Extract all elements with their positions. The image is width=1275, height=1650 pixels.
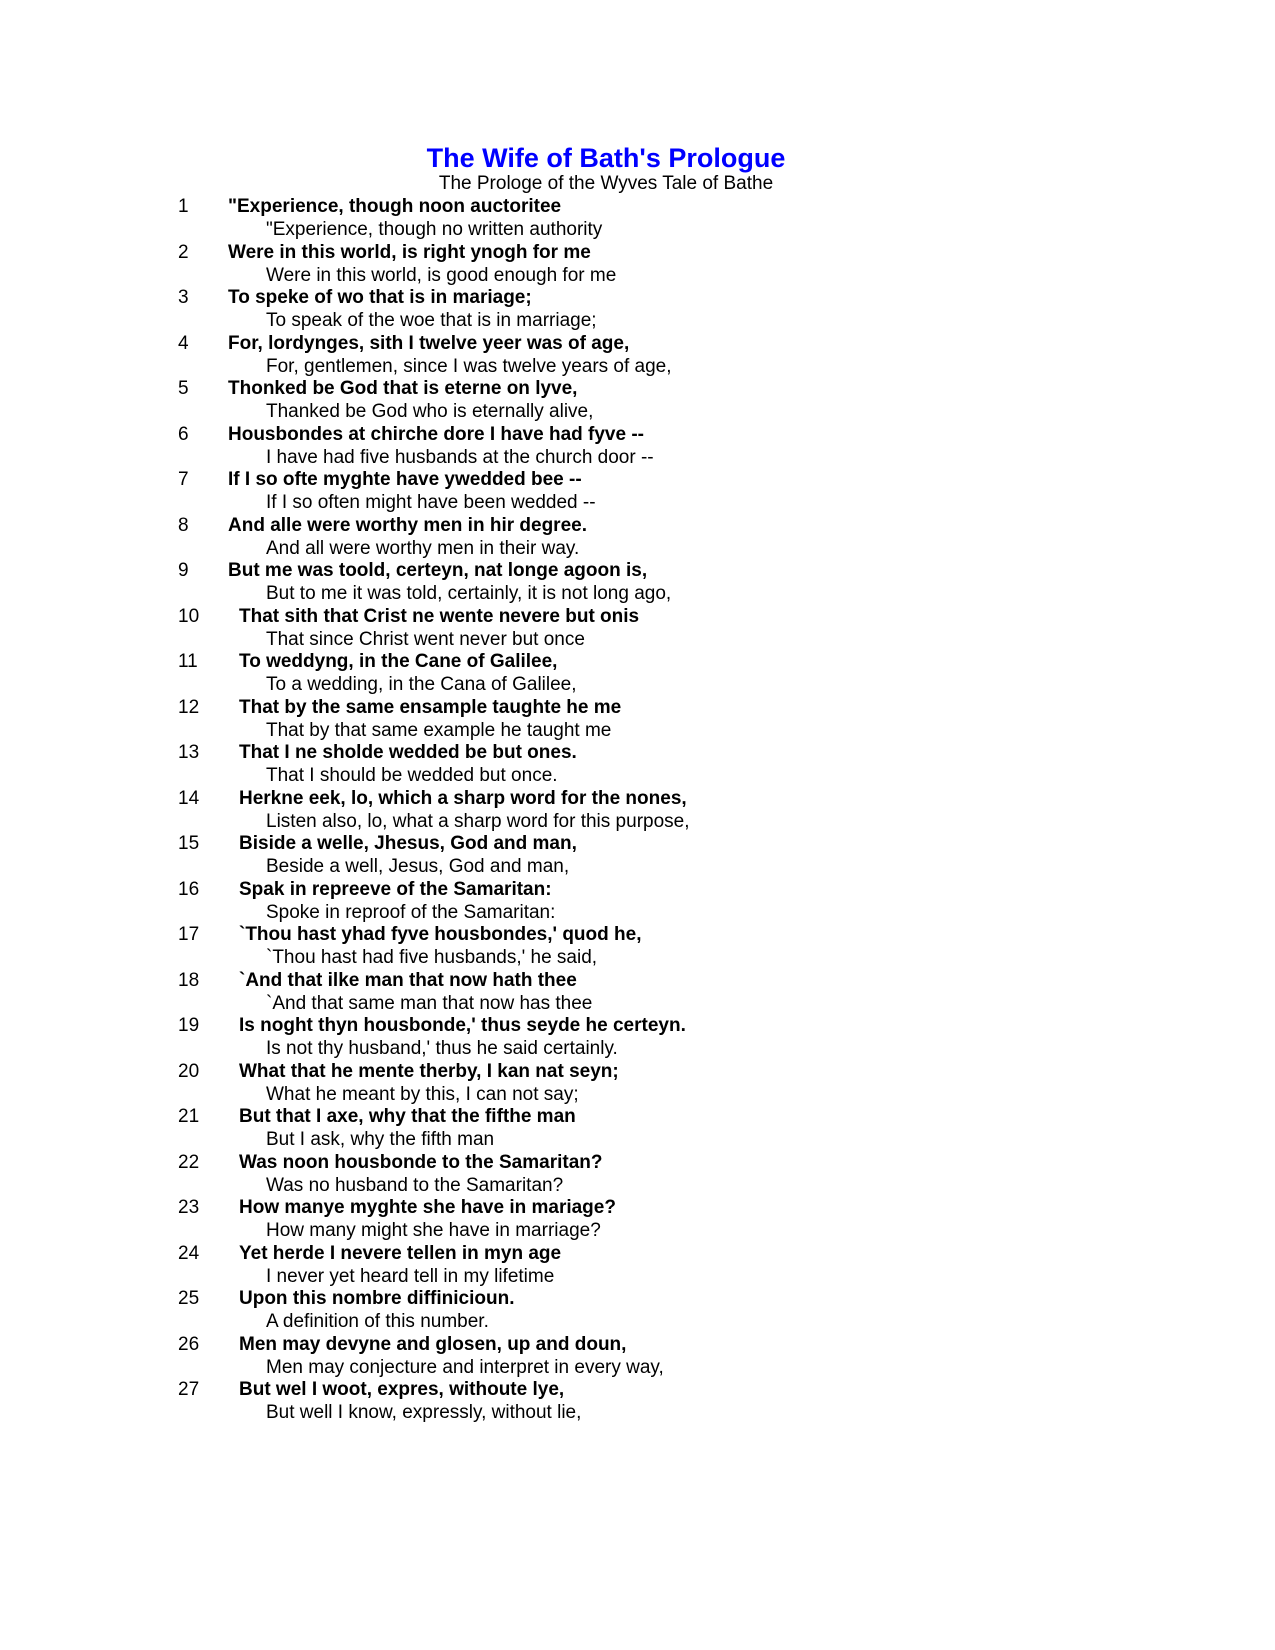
line-number: 3 xyxy=(178,287,189,308)
modern-translation-text: I never yet heard tell in my lifetime xyxy=(266,1265,555,1287)
middle-english-text: Were in this world, is right ynogh for me xyxy=(228,241,591,263)
middle-english-text: Thonked be God that is eterne on lyve, xyxy=(228,378,578,399)
verse-line xyxy=(0,696,1275,742)
verse-line xyxy=(0,195,1275,241)
verse-line xyxy=(0,377,1275,423)
verse-line xyxy=(0,1287,1275,1333)
verse-line xyxy=(0,514,1275,560)
middle-english-text: For, lordynges, sith I twelve yeer was of age, xyxy=(228,332,630,354)
middle-english-text: How manye myghte she have in mariage? xyxy=(239,1197,616,1218)
line-number: 24 xyxy=(178,1242,200,1264)
modern-translation-text: And all were worthy men in their way. xyxy=(266,537,580,559)
modern-translation-text: What he meant by this, I can not say; xyxy=(266,1083,579,1105)
line-number: 17 xyxy=(178,924,200,945)
middle-english-text: That I ne sholde wedded be but ones. xyxy=(239,742,577,763)
line-number: 7 xyxy=(178,469,189,490)
document-title: The Wife of Bath's Prologue xyxy=(426,143,786,173)
middle-english-text: Yet herde I nevere tellen in myn age xyxy=(239,1242,562,1264)
line-number: 25 xyxy=(178,1288,200,1309)
line-number: 9 xyxy=(178,560,189,581)
line-number: 18 xyxy=(178,969,200,991)
verse-line xyxy=(0,923,1275,969)
verse-line xyxy=(0,787,1275,833)
verse-line xyxy=(0,423,1275,469)
line-number: 14 xyxy=(178,787,200,809)
line-number: 12 xyxy=(178,696,200,718)
modern-translation-text: Men may conjecture and interpret in every way, xyxy=(266,1356,664,1378)
verse-line xyxy=(0,832,1275,878)
middle-english-text: But me was toold, certeyn, nat longe agoon is, xyxy=(228,560,648,581)
modern-translation-text: How many might she have in marriage? xyxy=(266,1220,601,1241)
modern-translation-text: `Thou hast had five husbands,' he said, xyxy=(266,947,598,968)
line-number: 13 xyxy=(178,742,200,763)
modern-translation-text: That since Christ went never but once xyxy=(266,628,585,650)
middle-english-text: To speke of wo that is in mariage; xyxy=(228,287,532,308)
verse-line xyxy=(0,1060,1275,1106)
verse-line xyxy=(0,1242,1275,1288)
modern-translation-text: Thanked be God who is eternally alive, xyxy=(266,401,594,422)
middle-english-text: "Experience, though noon auctoritee xyxy=(228,196,562,217)
verse-lines xyxy=(0,195,1275,1424)
modern-translation-text: I have had five husbands at the church door -- xyxy=(266,446,654,468)
middle-english-text: Men may devyne and glosen, up and doun, xyxy=(239,1333,627,1355)
modern-translation-text: For, gentlemen, since I was twelve years of age, xyxy=(266,355,672,377)
verse-line xyxy=(0,332,1275,378)
middle-english-text: Upon this nombre diffinicioun. xyxy=(239,1288,515,1309)
middle-english-text: Is noght thyn housbonde,' thus seyde he certeyn. xyxy=(239,1015,686,1036)
document-subtitle: The Prologe of the Wyves Tale of Bathe xyxy=(438,173,774,194)
middle-english-text: And alle were worthy men in hir degree. xyxy=(228,514,587,536)
modern-translation-text: To speak of the woe that is in marriage; xyxy=(266,310,597,331)
middle-english-text: That by the same ensample taughte he me xyxy=(239,696,622,718)
modern-translation-text: But to me it was told, certainly, it is not long ago, xyxy=(266,583,672,604)
verse-line xyxy=(0,241,1275,287)
middle-english-text: What that he mente therby, I kan nat seyn; xyxy=(239,1060,619,1082)
modern-translation-text: `And that same man that now has thee xyxy=(266,992,593,1014)
verse-line xyxy=(0,1151,1275,1197)
modern-translation-text: That by that same example he taught me xyxy=(266,719,612,741)
line-number: 27 xyxy=(178,1379,200,1400)
line-number: 5 xyxy=(178,378,189,399)
modern-translation-text: Spoke in reproof of the Samaritan: xyxy=(266,901,556,923)
modern-translation-text: If I so often might have been wedded -- xyxy=(266,492,596,513)
verse-line xyxy=(0,1196,1275,1242)
middle-english-text: Herkne eek, lo, which a sharp word for the nones, xyxy=(239,787,687,809)
line-number: 11 xyxy=(178,651,198,672)
middle-english-text: But that I axe, why that the fifthe man xyxy=(239,1106,576,1127)
modern-translation-text: That I should be wedded but once. xyxy=(266,765,558,786)
verse-line xyxy=(0,559,1275,605)
modern-translation-text: But well I know, expressly, without lie, xyxy=(266,1402,582,1423)
verse-line xyxy=(0,468,1275,514)
verse-line xyxy=(0,1105,1275,1151)
line-number: 4 xyxy=(178,332,189,354)
verse-line xyxy=(0,878,1275,924)
modern-translation-text: But I ask, why the fifth man xyxy=(266,1129,495,1150)
middle-english-text: That sith that Crist ne wente nevere but onis xyxy=(239,605,640,627)
line-number: 6 xyxy=(178,423,189,445)
middle-english-text: Was noon housbonde to the Samaritan? xyxy=(239,1151,603,1173)
middle-english-text: `And that ilke man that now hath thee xyxy=(239,969,577,991)
modern-translation-text: Beside a well, Jesus, God and man, xyxy=(266,856,570,877)
middle-english-text: To weddyng, in the Cane of Galilee, xyxy=(239,651,558,672)
line-number: 8 xyxy=(178,514,189,536)
line-number: 19 xyxy=(178,1015,200,1036)
modern-translation-text: Were in this world, is good enough for me xyxy=(266,264,617,286)
middle-english-text: `Thou hast yhad fyve housbondes,' quod he, xyxy=(239,924,642,945)
verse-line xyxy=(0,605,1275,651)
line-number: 10 xyxy=(178,605,200,627)
line-number: 1 xyxy=(178,196,189,217)
line-number: 21 xyxy=(178,1106,200,1127)
verse-line xyxy=(0,286,1275,332)
verse-line xyxy=(0,1333,1275,1379)
line-number: 15 xyxy=(178,833,200,854)
modern-translation-text: Is not thy husband,' thus he said certainly. xyxy=(266,1038,618,1059)
verse-line xyxy=(0,650,1275,696)
line-number: 22 xyxy=(178,1151,200,1173)
verse-line xyxy=(0,1014,1275,1060)
modern-translation-text: Was no husband to the Samaritan? xyxy=(266,1174,564,1196)
middle-english-text: But wel I woot, expres, withoute lye, xyxy=(239,1379,565,1400)
middle-english-text: If I so ofte myghte have ywedded bee -- xyxy=(228,469,582,490)
middle-english-text: Biside a welle, Jhesus, God and man, xyxy=(239,833,577,854)
modern-translation-text: To a wedding, in the Cana of Galilee, xyxy=(266,674,577,695)
line-number: 20 xyxy=(178,1060,200,1082)
modern-translation-text: "Experience, though no written authority xyxy=(266,219,603,240)
line-number: 23 xyxy=(178,1197,200,1218)
modern-translation-text: Listen also, lo, what a sharp word for this purpose, xyxy=(266,810,690,832)
line-number: 16 xyxy=(178,878,200,900)
line-number: 26 xyxy=(178,1333,200,1355)
modern-translation-text: A definition of this number. xyxy=(266,1311,489,1332)
middle-english-text: Housbondes at chirche dore I have had fyve -- xyxy=(228,423,644,445)
verse-line xyxy=(0,1378,1275,1424)
verse-line xyxy=(0,969,1275,1015)
verse-line xyxy=(0,741,1275,787)
line-number: 2 xyxy=(178,241,189,263)
middle-english-text: Spak in repreeve of the Samaritan: xyxy=(239,878,552,900)
